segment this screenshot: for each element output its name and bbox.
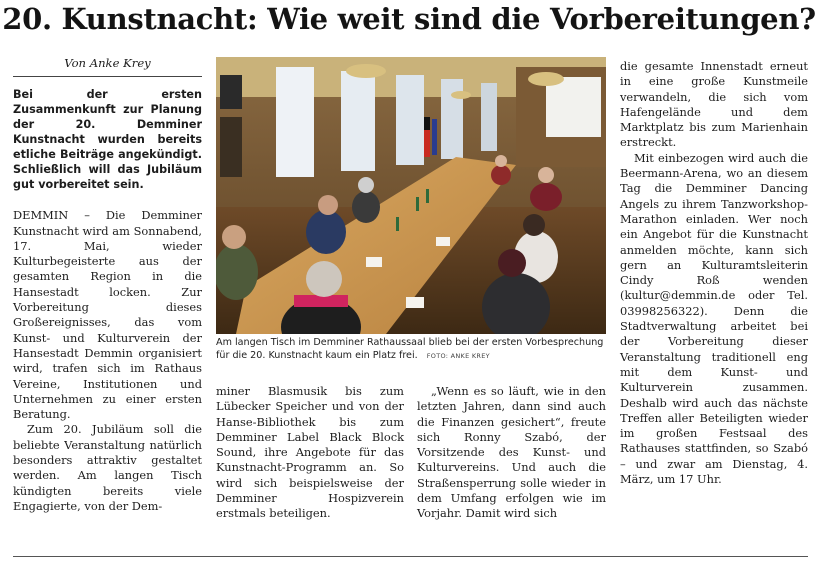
photo-caption-text: Am langen Tisch im Demminer Rathaussaal blieb bei der ersten Vorbesprechung für die 20. Kunstnacht kaum ein Platz frei. — [216, 337, 604, 361]
article-photo — [216, 57, 606, 334]
column-2 — [216, 384, 404, 522]
bottom-divider — [13, 556, 808, 557]
body-paragraph: miner Blasmusik bis zum Lübecker Speicher und von der Hanse-Bibliothek bis zum Demminer Label Black Block Sound, ihre Angebote für das Kunstnacht-Programm an. So wird sich beispielsweise der Demminer Hospizverein erstmals beteiligen. — [216, 384, 404, 521]
photo-caption — [216, 336, 606, 363]
article-headline: 20. Kunstnacht: Wie weit sind die Vorbereitungen? — [2, 2, 816, 36]
column-1 — [13, 56, 202, 514]
byline: Von Anke Krey — [13, 56, 202, 77]
column-4 — [620, 59, 808, 487]
body-paragraph: Mit einbezogen wird auch die Beermann-Arena, wo an diesem Tag die Demminer Dancing Angels zu ihrem Tanzworkshop-Marathon einladen. Wer noch ein Angebot für die Kunstnacht anmelden möchte, kann sich gern an Kulturamtsleiterin Cindy Roß wenden (kultur@demmin.de oder Tel. 03998256322). Denn die Stadtverwaltung arbeitet bei der Vorbereitung dieser Veranstaltung traditionell eng mit dem Kunst- und Kulturverein zusammen. Deshalb wird auch das nächste Treffen aller Beteiligten wieder im großen Festsaal des Rathauses stattfinden, so Szabó – und zwar am Dienstag, 4. März, um 17 Uhr. — [620, 150, 808, 487]
body-paragraph: „Wenn es so läuft, wie in den letzten Jahren, dann sind auch die Finanzen gesichert“, freute sich Ronny Szabó, der Vorsitzende des Kunst- und Kulturvereins. Und auch die Straßensperrung solle wieder in dem Umfang erfolgen wie im Vorjahr. Damit wird sich — [417, 384, 606, 521]
column-3 — [417, 384, 606, 522]
body-paragraph: die gesamte Innenstadt erneut in eine große Kunstmeile verwandeln, die sich vom Hafengelände und dem Marktplatz bis zum Marienhain erstreckt. — [620, 59, 808, 150]
photo-credit: FOTO: ANKE KREY — [426, 352, 490, 360]
lead-paragraph: Bei der ersten Zusammenkunft zur Planung der 20. Demminer Kunstnacht wurden bereits etliche Beiträge angekündigt. Schließlich will das Jubiläum gut vorbereitet sein. — [13, 88, 202, 192]
body-paragraph: Zum 20. Jubiläum soll die beliebte Veranstaltung natürlich besonders attraktiv gestaltet werden. Am langen Tisch kündigten bereits viele Engagierte, von der Dem- — [13, 422, 202, 513]
meeting-photo-illustration — [216, 57, 606, 334]
body-paragraph: DEMMIN – Die Demminer Kunstnacht wird am Sonnabend, 17. Mai, wieder Kulturbegeisterte aus der gesamten Region in die Hansestadt locken. Zur Vorbereitung dieses Großereignisses, das vom Kunst- und Kulturverein der Hansestadt Demmin organisiert wird, trafen sich im Rathaus Vereine, Institutionen und Unternehmen zu einer ersten Beratung. — [13, 208, 202, 422]
